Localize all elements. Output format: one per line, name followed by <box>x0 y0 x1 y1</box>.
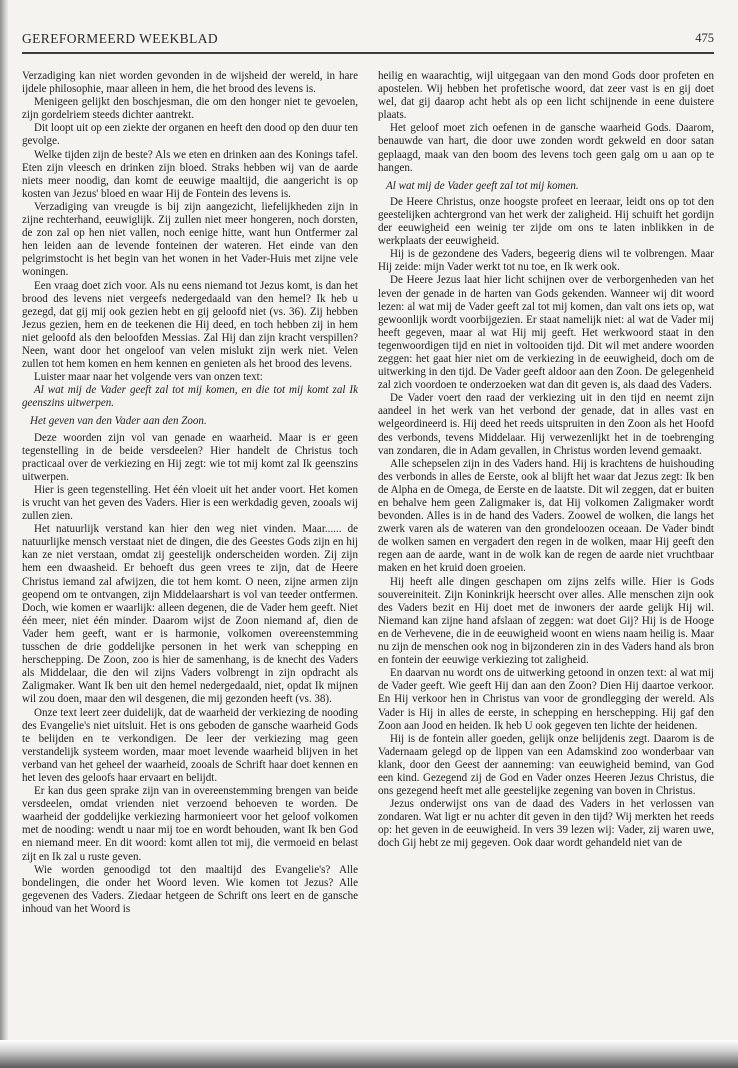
paragraph: Welke tijden zijn de beste? Als we eten en drinken aan des Konings tafel. Eten zijn vleesch en drinken zijn bloed. Straks hebben wij van de aarde niets meer noodig, dan komt de eeuwige maaltijd, die aangericht is op kosten van Jezus' bloed en waar Hij de Fontein des levens is. <box>22 148 358 200</box>
paragraph: Alle schepselen zijn in des Vaders hand. Hij is krachtens de huishouding des verbonds in alles de Eerste, ook al blijft het waar dat Jezus zegt: Ik ben de Alpha en de Omega, de Eerste en de laatste. Dit wil zeggen, dat er buiten en behalve hem geen Zaligmaker is, dat Hij volkomen Zaligmaker wordt bevonden. Alles is in de hand des Vaders. Zoowel de wolken, die langs het zwerk varen als de wateren van den grondeloozen oceaan. De Vader bindt de wolken samen en vergadert den regen in de wolken, maar Hij geeft den regen aan de aarde, want in de wolk kan de regen de aarde niet vruchtbaar maken en het kruid doen groeien. <box>378 457 714 575</box>
page-spine-shadow <box>0 0 8 1068</box>
paragraph: Hier is geen tegenstelling. Het één vloeit uit het ander voort. Het komen is vrucht van het geven des Vaders. Hier is een werkdadig geven, zooals wij zullen zien. <box>22 483 358 523</box>
paragraph: De Vader voert den raad der verkiezing uit in den tijd en neemt zijn aandeel in het werk van het verbond der genade, dat in alles vast en welgeordineerd is. Hij deed het reeds uitspruiten in den Zoon als het Hoofd des verbonds, tevens Middelaar. Hij verwezenlijkt het in de toebrenging van zondaren, die in Adam gevallen, in Christus worden levend gemaakt. <box>378 392 714 457</box>
paragraph: Een vraag doet zich voor. Als nu eens niemand tot Jezus komt, is dan het brood des levens niet vergeefs nedergedaald van den hemel? Ik heb u gezegd, dat gij mij ook gezien hebt en gij geloofd niet (vs. 36). Zij hebben Jezus gezien, hem en de teekenen die Hij deed, en toch hebben zij in hem niet geloofd als den beloofden Messias. Zal Hij dan zijn kracht verspillen? Neen, want door het ongeloof van velen mislukt zijn werk niet. Velen zullen tot hem komen en hem kennen en genieten als het brood des levens. <box>22 279 358 371</box>
paragraph: Jezus onderwijst ons van de daad des Vaders in het verlossen van zondaren. Wat ligt er nu achter dit geven in den tijd? Wij merkten het reeds op: het geven in de eeuwigheid. In vers 39 lezen wij: Vader, zij waren uwe, doch Gij hebt ze mij gegeven. Ook daar wordt gehandeld niet van de <box>378 798 714 850</box>
page-number: 475 <box>695 31 714 45</box>
paragraph: Er kan dus geen sprake zijn van in overeenstemming brengen van beide versdeelen, omdat vrienden niet verzoend behoeven te worden. De waarheid der goddelijke verkiezing harmonieert voor het geloof volkomen met de nooding: wendt u naar mij toe en wordt behouden, want Ik ben God en niemand meer. En dit woord: komt allen tot mij, die vermoeid en belast zijt en Ik zal u ruste geven. <box>22 785 358 863</box>
paragraph: Hij is de gezondene des Vaders, begeerig diens wil te volbrengen. Maar Hij zeide: mijn Vader werkt tot nu toe, en Ik werk ook. <box>378 248 714 274</box>
section-heading: Het geven van den Vader aan den Zoon. <box>30 415 207 428</box>
page-header <box>22 31 714 51</box>
paragraph: Dit loopt uit op een ziekte der organen en heeft den dood op den duur ten gevolge. <box>22 122 358 148</box>
paragraph: De Heere Jezus laat hier licht schijnen over de verborgenheden van het leven der genade in de harten van Gods gekenden. Wanneer wij dit woord lezen: al wat mij de Vader geeft zal tot mij komen, dan valt ons iets op, wat gewoonlijk wordt voorbijgezien. Er staat namelijk niet: al wat de Vader mij heeft gegeven, maar al wat Hij mij geeft. Het werkwoord staat in den tegenwoordigen tijd en niet in voltooiden tijd. Dit wil met andere woorden zeggen: het gaat hier niet om de verkiezing in de eeuwigheid, doch om de uitwerking in den tijd. De Vader geeft aldoor aan den Zoon. De gelegenheid zal zich voordoen te onderzoeken wat dan dit geven is, als daad des Vaders. <box>378 274 714 392</box>
paragraph: En daarvan nu wordt ons de uitwerking getoond in onzen text: al wat mij de Vader geeft. Wie geeft Hij dan aan den Zoon? Dien Hij daartoe verkoor. En Hij verkoor hen in Christus van voor de grondlegging der wereld. Als Vader is Hij in alles de eerste, in schepping en herschepping. Hij gaf den Zoon aan Jood en heiden. Ik heb U ook gegeven ten lichte der heidenen. <box>378 667 714 732</box>
paragraph: Het geloof moet zich oefenen in de gansche waarheid Gods. Daarom, benauwde van hart, die door uwe zonden wordt gekweld en door satan geplaagd, maak van den boom des levens toch geen galg om u aan op te hangen. <box>378 122 714 174</box>
paragraph: heilig en waarachtig, wijl uitgegaan van den mond Gods door profeten en apostelen. Wij hebben het profetische woord, dat zeer vast is en gij doet wel, dat gij daarop acht hebt als op een licht schijnende in eene duistere plaats. <box>378 70 714 122</box>
header-rule <box>22 52 714 54</box>
paragraph: Menigeen gelijkt den boschjesman, die om den honger niet te gevoelen, zijn gordelriem steeds dichter aantrekt. <box>22 96 358 122</box>
paragraph: Hij is de fontein aller goeden, gelijk onze belijdenis zegt. Daarom is de Vadernaam gelegd op de lippen van een Adamskind zoo wonderbaar van klank, door den Geest der aanneming: van eeuwigheid bemind, van God een kind. Gezegend zij de God en Vader onzes Heeren Jezus Christus, die ons gezegend heeft met alle geestelijke zegening van boven in Christus. <box>378 732 714 798</box>
paragraph: Hij heeft alle dingen geschapen om zijns zelfs wille. Hier is Gods souvereiniteit. Zijn Koninkrijk heerscht over alles. Alle menschen zijn ook des Vaders bezit en Hij doet met de inwoners der aarde gelijk Hij wil. Niemand kan zijne hand afslaan of zeggen: wat doet Gij? Hij is de Hooge en de Verhevene, die in de eeuwigheid woont en wiens naam heilig is. Maar nu zijn de menschen ook nog in bijzonderen zin in des Vaders hand als bron en fontein der eeuwige verkiezing tot zaligheid. <box>378 575 714 667</box>
paragraph: Wie worden genoodigd tot den maaltijd des Evangelie's? Alle bondelingen, die onder het Woord leven. Wie komen tot Jezus? Alle gegevenen des Vaders. Ziedaar hetgeen de Schrift ons leert en de gansche inhoud van het Woord is <box>22 863 358 915</box>
left-text-column <box>22 70 358 1045</box>
scan-bottom-edge <box>0 1040 738 1068</box>
paragraph: Onze text leert zeer duidelijk, dat de waarheid der verkiezing de nooding des Evangelie's niet uitsluit. Het is ons geboden de gansche waarheid Gods te belijden en te verkondigen. De leer der verkiezing mag geen verstandelijk systeem worden, maar moet levende waarheid blijven in het verband van het geheel der waarheid, zooals de Schrift haar doet kennen en het leven des geloofs haar ervaart en belijdt. <box>22 706 358 784</box>
section-heading: Al wat mij de Vader geeft zal tot mij komen. <box>386 179 579 192</box>
scripture-quote: Al wat mij de Vader geeft zal tot mij komen, en die tot mij komt zal Ik geenszins uitwerpen. <box>22 384 358 410</box>
running-title: GEREFORMEERD WEEKBLAD <box>22 31 219 46</box>
paragraph: Verzadiging kan niet worden gevonden in de wijsheid der wereld, in hare ijdele philosophie, maar alleen in hem, die het brood des levens is. <box>22 70 358 96</box>
paragraph: Deze woorden zijn vol van genade en waarheid. Maar is er geen tegenstelling in de beide versdeelen? Hier handelt de Christus toch practicaal over de verkiezing en Hij zegt: wie tot mij komt zal Ik geenszins uitwerpen. <box>22 431 358 483</box>
paragraph: De Heere Christus, onze hoogste profeet en leeraar, leidt ons op tot den geestelijken achtergrond van het werk der zaligheid. Hij schuift het gordijn der eeuwigheid een weinig ter zijde om ons te laten inblikken in de werkplaats der eeuwigheid. <box>378 195 714 248</box>
right-text-column <box>378 70 714 1045</box>
paragraph: Het natuurlijk verstand kan hier den weg niet vinden. Maar...... de natuurlijke mensch verstaat niet de dingen, die des Geestes Gods zijn en hij kan ze niet verstaan, omdat zij geestelijk onderscheiden worden. Zij zijn hem een dwaasheid. Er behoeft dus geen vrees te zijn, dat de Heere Christus iemand zal afwijzen, die tot hem komt. O neen, zijne armen zijn geopend om te ontvangen, zijn Middelaarshart is vol van teeder ontfermen. Doch, wie komen er waarlijk: alleen degenen, die de Vader hem geeft. Niet één meer, niet één minder. Daarom wijst de Zoon niemand af, dien de Vader hem geeft, want er is harmonie, volkomen overeenstemming tusschen de drie goddelijke personen in het werk van schepping en herschepping. De Zoon, zoo is hier de samenhang, is de knecht des Vaders als Middelaar, die den wil zijns Vaders volbrengt in zijn opdracht als Zaligmaker. Want Ik ben uit den hemel nedergedaald, niet, opdat Ik mijnen wil zou doen, maar den wil desgenen, die mij gezonden heeft (vs. 38). <box>22 523 358 706</box>
paragraph: Verzadiging van vreugde is bij zijn aangezicht, liefelijkheden zijn in zijne rechterhand, eeuwiglijk. Zij zullen niet meer hongeren, noch dorsten, de zon zal op hen niet vallen, noch eenige hitte, want hun Ontfermer zal hen leiden aan de levende fonteinen der wateren. Het einde van den pelgrimstocht is het begin van het wonen in het Vader-Huis met zijne vele woningen. <box>22 200 358 279</box>
paragraph: Luister maar naar het volgende vers van onzen text: <box>34 371 263 384</box>
